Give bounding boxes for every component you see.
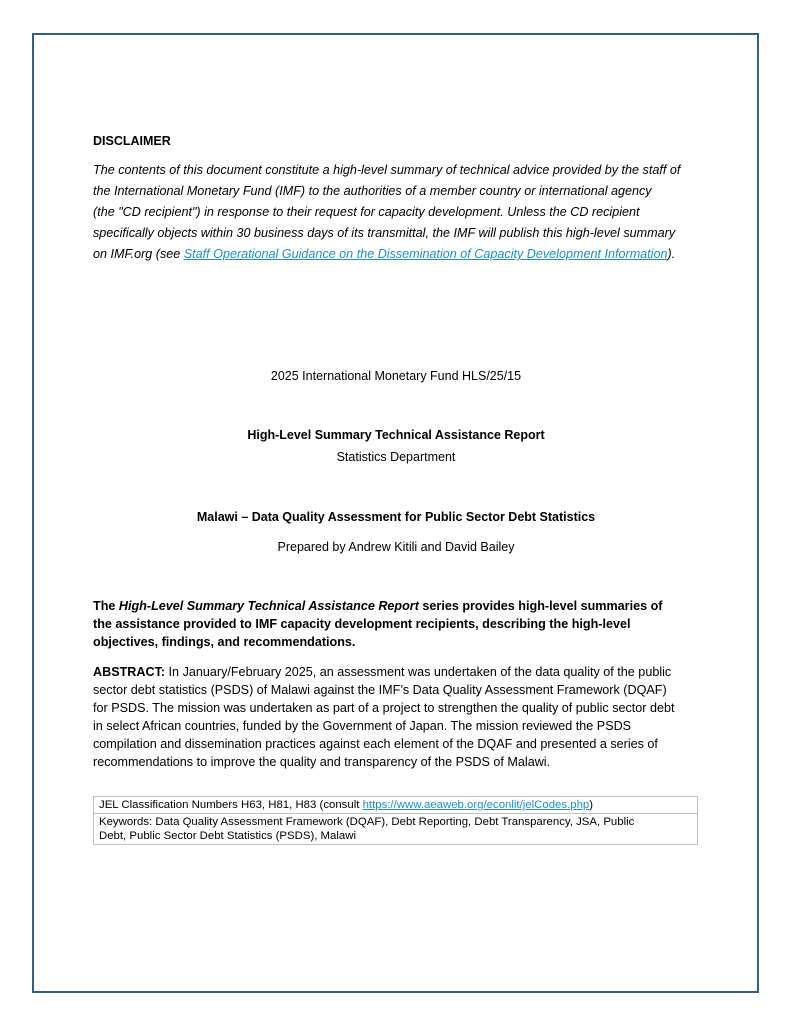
jel-suffix: ) <box>589 799 594 811</box>
jel-prefix: JEL Classification Numbers H63, H81, H83 (consult <box>99 799 363 811</box>
abstract-line: compilation and dissemination practices against each element of the DQAF and presented a series of <box>93 737 658 751</box>
abstract-line: sector debt statistics (PSDS) of Malawi against the IMF’s Data Quality Assessment Framework (DQAF) <box>93 683 667 697</box>
series-line-start: The <box>93 599 119 613</box>
disclaimer-body <box>93 160 705 265</box>
department: Statistics Department <box>336 450 456 464</box>
disclaimer-line: specifically objects within 30 business days of its transmittal, the IMF will publish this high-level summary <box>93 226 676 240</box>
copyright-line: 2025 International Monetary Fund HLS/25/15 <box>270 369 522 383</box>
prepared-by: Prepared by Andrew Kitili and David Bailey <box>277 540 515 554</box>
series-description <box>93 597 699 651</box>
keywords-cell <box>94 814 698 845</box>
disclaimer-line-suffix: ). <box>667 247 676 261</box>
disclaimer-line: (the "CD recipient") in response to their request for capacity development. Unless the CD recipient <box>93 205 640 219</box>
keywords-line: Keywords: Data Quality Assessment Framework (DQAF), Debt Reporting, Debt Transparency, JSA, Public <box>99 816 635 828</box>
abstract-line: for PSDS. The mission was undertaken as part of a project to strengthen the quality of public sector debt <box>93 701 675 715</box>
series-line: the assistance provided to IMF capacity development recipients, describing the high-level <box>93 617 631 631</box>
series-line-end: series provides high-level summaries of <box>418 599 663 613</box>
abstract-line <box>93 663 703 681</box>
classification-table <box>93 796 698 845</box>
series-line <box>93 597 699 615</box>
disclaimer-line: The contents of this document constitute a high-level summary of technical advice provided by the staff of <box>93 163 681 177</box>
report-type: High-Level Summary Technical Assistance Report <box>247 428 545 442</box>
jel-codes-link[interactable]: https://www.aeaweb.org/econlit/jelCodes.php <box>362 799 590 811</box>
jel-row <box>94 797 698 814</box>
abstract-line: recommendations to improve the quality and transparency of the PSDS of Malawi. <box>93 755 551 769</box>
keywords-line: Debt, Public Sector Debt Statistics (PSDS), Malawi <box>99 830 357 842</box>
keywords-row <box>94 814 698 845</box>
dissemination-guidance-link[interactable]: Staff Operational Guidance on the Dissemination of Capacity Development Information <box>183 247 668 261</box>
abstract-text: In January/February 2025, an assessment was undertaken of the data quality of the public <box>165 665 672 679</box>
disclaimer-title: DISCLAIMER <box>93 134 171 148</box>
disclaimer-line <box>93 244 705 265</box>
abstract <box>93 663 703 771</box>
report-title: Malawi – Data Quality Assessment for Public Sector Debt Statistics <box>196 510 596 524</box>
disclaimer-line-prefix: on IMF.org (see <box>93 247 184 261</box>
abstract-line: in select African countries, funded by the Government of Japan. The mission reviewed the PSDS <box>93 719 632 733</box>
series-name: High-Level Summary Technical Assistance Report <box>118 599 419 613</box>
series-line: objectives, findings, and recommendations. <box>93 635 356 649</box>
jel-cell <box>94 797 698 814</box>
abstract-label: ABSTRACT: <box>93 665 166 679</box>
disclaimer-line: the International Monetary Fund (IMF) to the authorities of a member country or international agency <box>93 184 652 198</box>
